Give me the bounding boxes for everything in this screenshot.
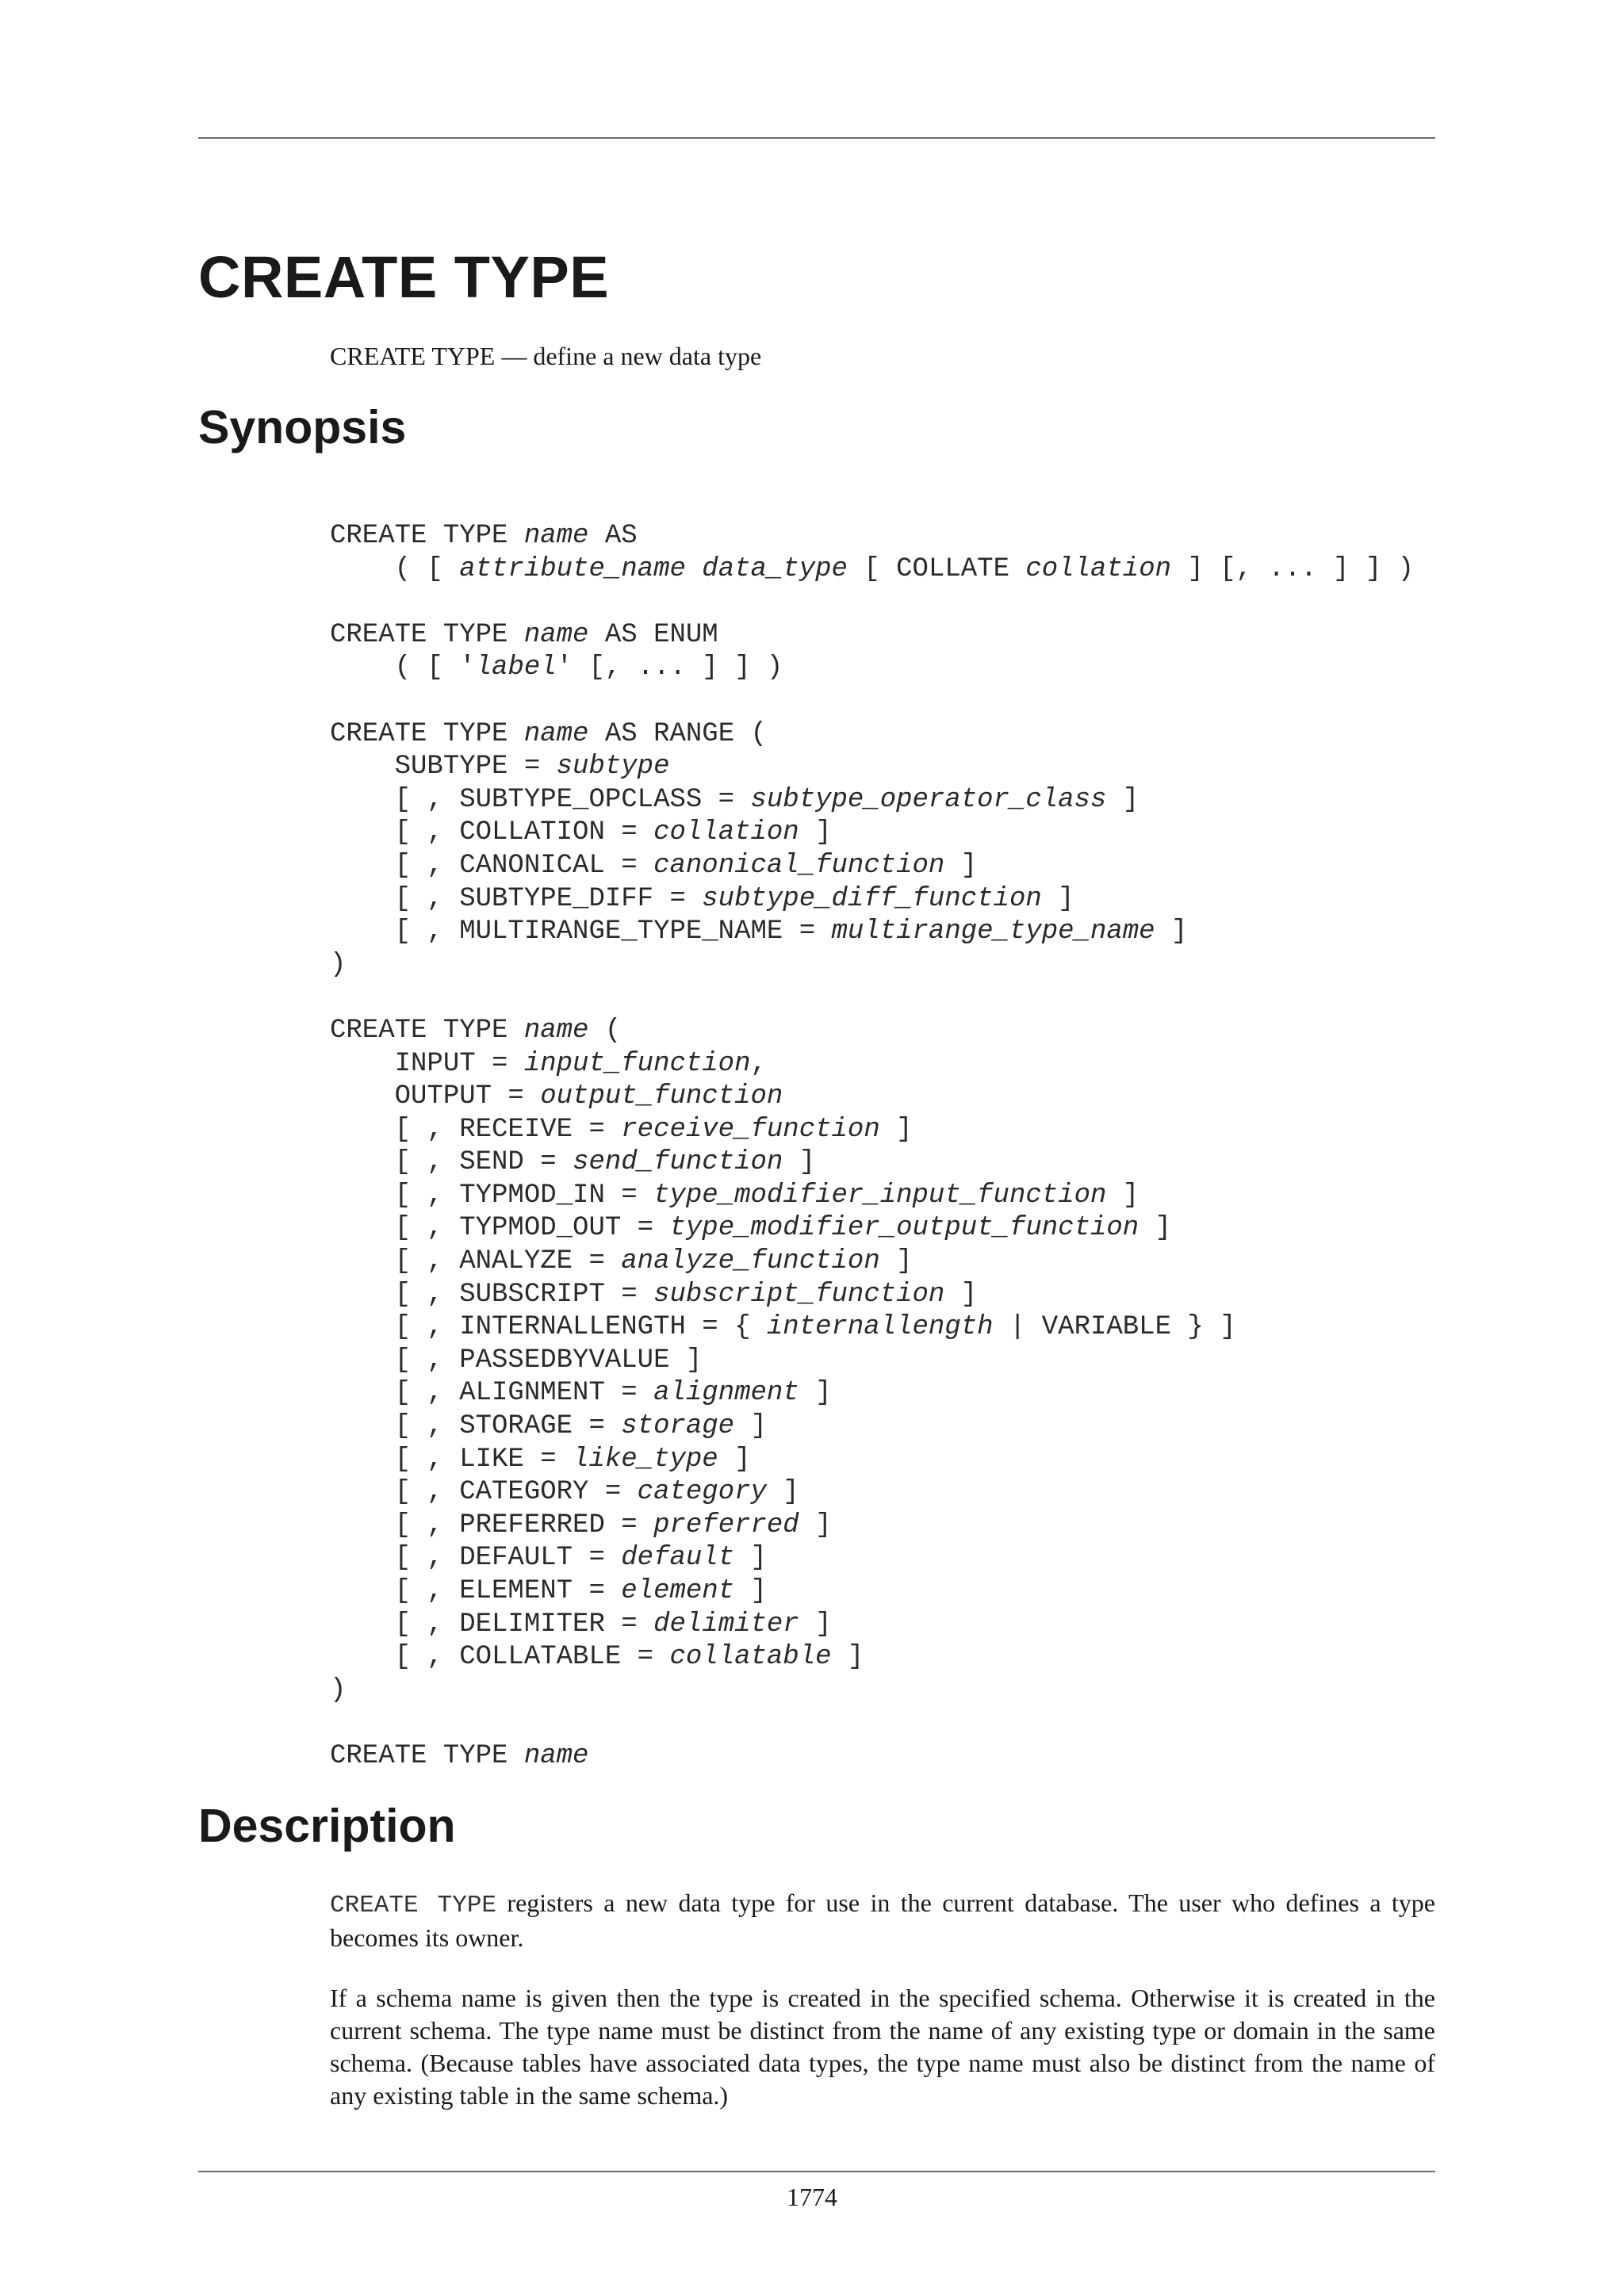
synopsis-keyword-text: [ , STORAGE = <box>330 1411 622 1442</box>
synopsis-keyword-text: | VARIABLE } ] <box>993 1312 1236 1343</box>
synopsis-placeholder: type_modifier_output_function <box>669 1213 1139 1244</box>
synopsis-line <box>330 554 1414 584</box>
synopsis-line <box>330 1411 767 1441</box>
synopsis-line <box>330 1378 832 1408</box>
synopsis-line <box>330 1345 702 1376</box>
synopsis-placeholder: input_function <box>523 1048 751 1079</box>
page-number: 1774 <box>787 2183 837 2211</box>
synopsis-placeholder: name <box>523 718 589 749</box>
synopsis-keyword-text: OUTPUT = <box>330 1081 541 1112</box>
synopsis-placeholder: element <box>621 1576 735 1606</box>
synopsis-line <box>330 1280 977 1310</box>
synopsis-placeholder: subtype <box>556 752 670 783</box>
synopsis-placeholder: delimiter <box>653 1609 799 1640</box>
synopsis-keyword-text: [ , DEFAULT = <box>330 1543 622 1574</box>
synopsis-keyword-text: CREATE TYPE <box>330 718 524 749</box>
synopsis-keyword-text: ] <box>879 1246 913 1277</box>
synopsis-keyword-text: ] <box>1106 784 1139 815</box>
synopsis-placeholder: multirange_type_name <box>831 916 1155 947</box>
synopsis-keyword-text: [ , ELEMENT = <box>330 1576 622 1606</box>
synopsis-line <box>330 785 1139 815</box>
synopsis-keyword-text: AS <box>588 521 638 551</box>
synopsis-keyword-text: [ , SUBTYPE_DIFF = <box>330 883 703 914</box>
synopsis-placeholder: output_function <box>540 1081 783 1112</box>
synopsis-keyword-text: ] <box>799 1609 832 1640</box>
synopsis-placeholder: data_type <box>702 553 848 584</box>
synopsis-line <box>330 1741 588 1771</box>
synopsis-keyword-text: , <box>750 1048 767 1079</box>
synopsis-keyword-text: ( [ ' <box>330 652 476 683</box>
synopsis-line <box>330 752 669 782</box>
synopsis-line <box>330 1081 783 1112</box>
synopsis-keyword-text: [ , COLLATION = <box>330 817 654 848</box>
synopsis-keyword-text: ) <box>330 1674 347 1705</box>
synopsis-keyword-text: CREATE TYPE <box>330 1740 524 1771</box>
page-title: CREATE TYPE <box>198 244 610 310</box>
synopsis-line <box>330 851 977 881</box>
synopsis-line <box>330 1016 621 1046</box>
synopsis-placeholder: name <box>523 521 589 551</box>
synopsis-keyword-text: ] [, ... ] ] ) <box>1171 553 1415 584</box>
synopsis-line <box>330 1181 1139 1211</box>
synopsis-keyword-text: ] <box>799 817 832 848</box>
synopsis-line <box>330 1115 913 1145</box>
synopsis-placeholder: subscript_function <box>653 1279 945 1310</box>
synopsis-keyword-text: AS RANGE ( <box>588 718 767 749</box>
synopsis-keyword-text: [ , TYPMOD_OUT = <box>330 1213 670 1244</box>
synopsis-keyword-text: ] <box>766 1477 799 1508</box>
synopsis-placeholder: attribute_name <box>459 553 686 584</box>
synopsis-keyword-text: ] <box>799 1510 832 1540</box>
synopsis-keyword-text: ] <box>1139 1213 1171 1244</box>
synopsis-keyword-text: ] <box>879 1114 913 1145</box>
description-heading: Description <box>198 1800 456 1852</box>
synopsis-keyword-text: ] <box>831 1642 864 1673</box>
header-rule <box>198 137 1435 139</box>
synopsis-keyword-text: ] <box>1155 916 1188 947</box>
synopsis-placeholder: category <box>637 1477 767 1508</box>
synopsis-placeholder: storage <box>621 1411 735 1442</box>
description-paragraph-1-text: registers a new data type for use in the current database. The user who defines a type becomes its owner. <box>330 1888 1435 1952</box>
synopsis-keyword-text: [ , PASSEDBYVALUE ] <box>330 1345 703 1376</box>
synopsis-placeholder: collation <box>653 817 799 848</box>
synopsis-keyword-text: ) <box>330 949 347 980</box>
synopsis-keyword-text: ] <box>1106 1180 1139 1211</box>
synopsis-placeholder: like_type <box>573 1444 718 1475</box>
synopsis-keyword-text: [ , CATEGORY = <box>330 1477 638 1508</box>
synopsis-placeholder: internallength <box>766 1312 994 1343</box>
footer-rule <box>198 2171 1435 2172</box>
synopsis-line <box>330 1312 1236 1342</box>
synopsis-keyword-text: [ , COLLATABLE = <box>330 1642 670 1673</box>
synopsis-keyword-text: AS ENUM <box>588 619 718 650</box>
synopsis-keyword-text: ( <box>588 1015 622 1046</box>
synopsis-line <box>330 719 767 749</box>
description-paragraph-1 <box>330 1887 1435 1954</box>
synopsis-keyword-text: [ , MULTIRANGE_TYPE_NAME = <box>330 916 832 947</box>
synopsis-placeholder: name <box>523 1740 589 1771</box>
synopsis-placeholder: preferred <box>653 1510 799 1540</box>
synopsis-keyword-text: CREATE TYPE <box>330 1015 524 1046</box>
synopsis-line <box>330 916 1187 947</box>
synopsis-line <box>330 620 718 650</box>
synopsis-keyword-text: [ , DELIMITER = <box>330 1609 654 1640</box>
synopsis-placeholder: label <box>475 652 557 683</box>
synopsis-keyword-text: ( [ <box>330 553 460 584</box>
synopsis-keyword-text: ] <box>718 1444 751 1475</box>
synopsis-keyword-text <box>686 554 702 584</box>
synopsis-line <box>330 1609 832 1640</box>
synopsis-line <box>330 1576 767 1606</box>
synopsis-line <box>330 521 638 551</box>
synopsis-line <box>330 1543 767 1573</box>
synopsis-line <box>330 1675 346 1705</box>
refpurpose: CREATE TYPE — define a new data type <box>330 342 762 370</box>
synopsis-placeholder: subtype_operator_class <box>750 784 1107 815</box>
synopsis-placeholder: collatable <box>669 1642 832 1673</box>
synopsis-placeholder: send_function <box>573 1147 783 1178</box>
synopsis-placeholder: subtype_diff_function <box>702 883 1042 914</box>
synopsis-keyword-text: ] <box>734 1576 767 1606</box>
synopsis-keyword-text: [ , PREFERRED = <box>330 1510 654 1540</box>
synopsis-heading: Synopsis <box>198 401 407 453</box>
synopsis-keyword-text: ] <box>799 1378 832 1409</box>
synopsis-keyword-text: [ , SUBTYPE_OPCLASS = <box>330 784 751 815</box>
synopsis-placeholder: canonical_function <box>653 850 945 881</box>
synopsis-keyword-text: ] <box>783 1147 816 1178</box>
synopsis-placeholder: analyze_function <box>621 1246 880 1277</box>
synopsis-keyword-text: ] <box>734 1411 767 1442</box>
synopsis-keyword-text: [ , ALIGNMENT = <box>330 1378 654 1409</box>
synopsis-keyword-text: [ , LIKE = <box>330 1444 573 1475</box>
synopsis-keyword-text: [ , ANALYZE = <box>330 1246 622 1277</box>
synopsis-line <box>330 1213 1171 1243</box>
synopsis-placeholder: name <box>523 1015 589 1046</box>
synopsis-line <box>330 1510 832 1540</box>
synopsis-keyword-text: [ , SUBSCRIPT = <box>330 1279 654 1310</box>
synopsis-keyword-text: [ , RECEIVE = <box>330 1114 622 1145</box>
synopsis-keyword-text: ] <box>944 1279 978 1310</box>
synopsis-keyword-text: [ , CANONICAL = <box>330 850 654 881</box>
synopsis-line <box>330 1445 751 1475</box>
synopsis-keyword-text: CREATE TYPE <box>330 619 524 650</box>
synopsis-placeholder: receive_function <box>621 1114 880 1145</box>
synopsis-keyword-text: ' [, ... ] ] ) <box>556 652 783 683</box>
synopsis-keyword-text: ] <box>944 850 978 881</box>
description-paragraph-2: If a schema name is given then the type is created in the specified schema. Otherwise it is created in the current schema. The type name must be distinct from the name of any existing type or domain in the same schema. (Because tables have associated data types, the type name must also be distinct from the name of any existing table in the same schema.) <box>330 1984 1435 2110</box>
synopsis-keyword-text: [ , TYPMOD_IN = <box>330 1180 654 1211</box>
synopsis-line <box>330 950 346 980</box>
synopsis-placeholder: type_modifier_input_function <box>653 1180 1107 1211</box>
synopsis-line <box>330 817 832 848</box>
synopsis-keyword-text: SUBTYPE = <box>330 752 557 783</box>
synopsis-keyword-text: ] <box>1041 883 1074 914</box>
synopsis-line <box>330 652 783 683</box>
synopsis-line <box>330 1642 864 1672</box>
synopsis-line <box>330 1049 767 1079</box>
command-name-code: CREATE TYPE <box>330 1892 497 1919</box>
synopsis-keyword-text: [ , INTERNALLENGTH = { <box>330 1312 767 1343</box>
synopsis-keyword-text: [ , SEND = <box>330 1147 573 1178</box>
synopsis-placeholder: name <box>523 619 589 650</box>
synopsis-line <box>330 1147 815 1177</box>
synopsis-keyword-text: INPUT = <box>330 1048 524 1079</box>
synopsis-code-block <box>330 520 1414 1774</box>
synopsis-line <box>330 1477 799 1507</box>
synopsis-placeholder: collation <box>1025 553 1172 584</box>
synopsis-line <box>330 1246 913 1276</box>
synopsis-placeholder: default <box>621 1543 735 1574</box>
synopsis-placeholder: alignment <box>653 1378 799 1409</box>
synopsis-keyword-text: CREATE TYPE <box>330 521 524 551</box>
synopsis-keyword-text: ] <box>734 1543 767 1574</box>
synopsis-line <box>330 884 1074 914</box>
synopsis-keyword-text: [ COLLATE <box>847 553 1026 584</box>
